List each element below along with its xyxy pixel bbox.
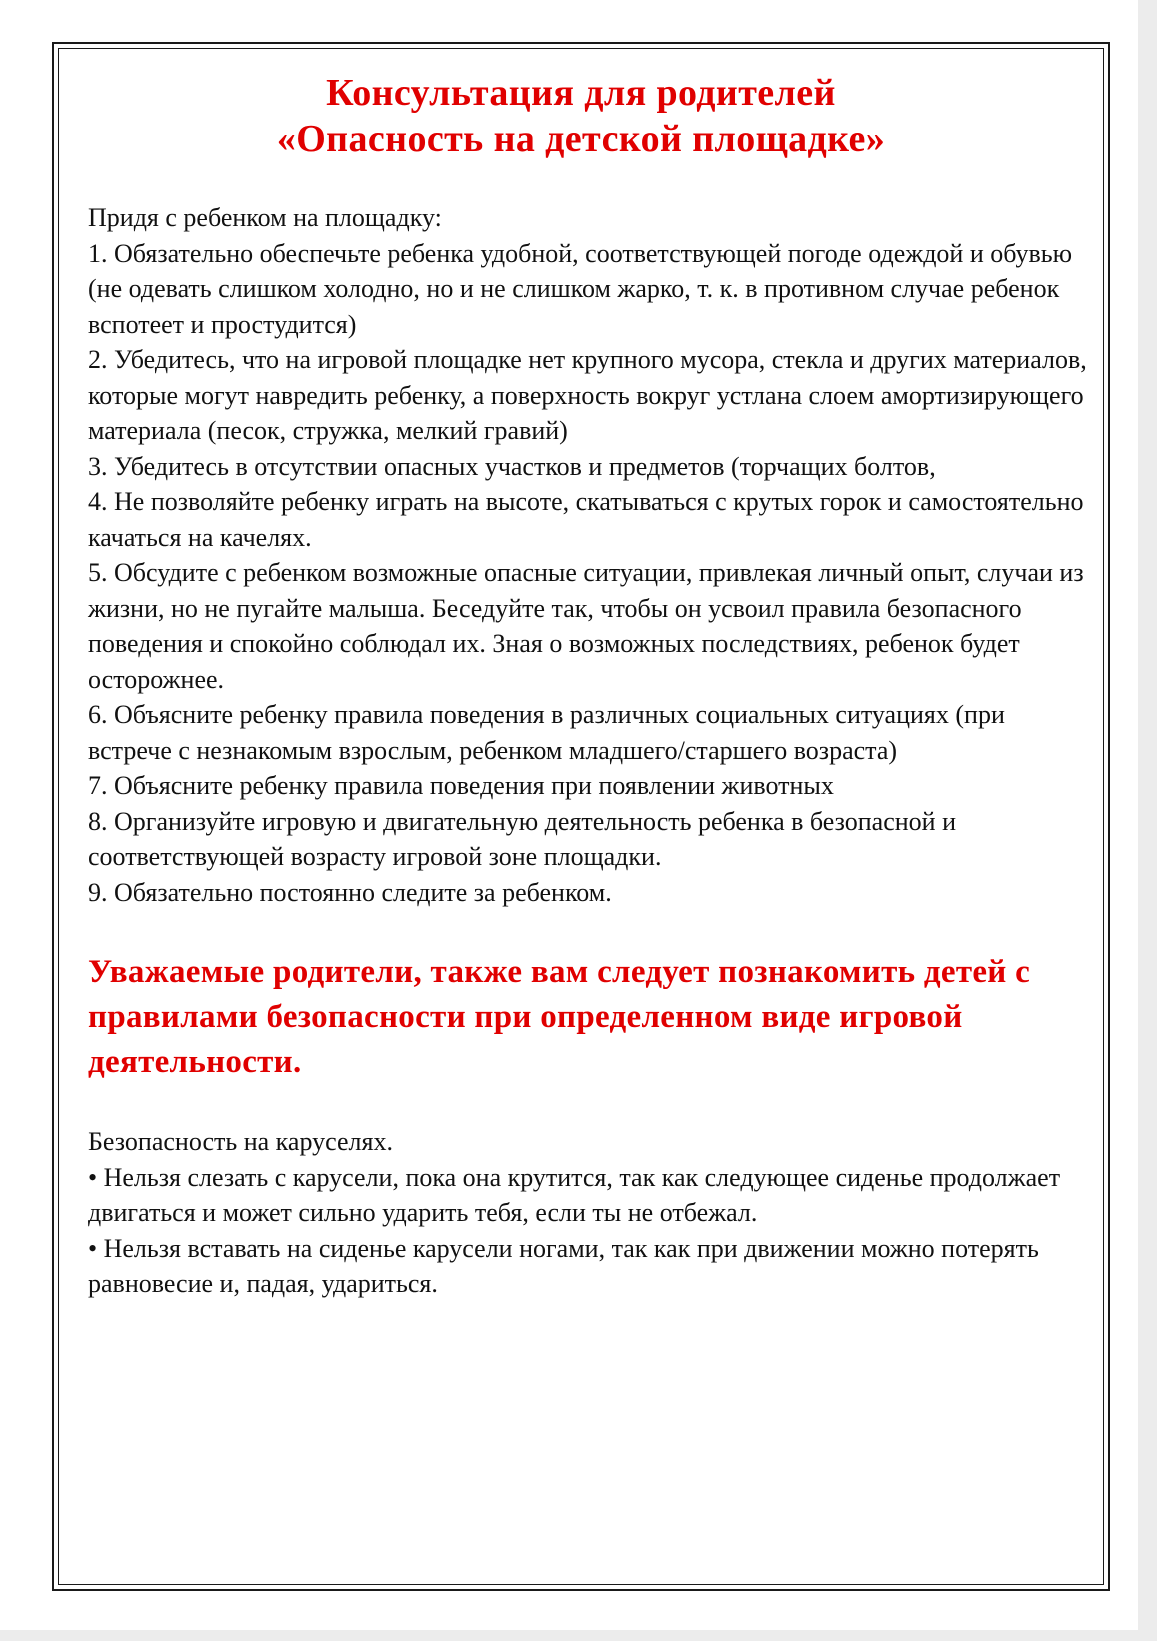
title-line-2: «Опасность на детской площадке» bbox=[276, 118, 886, 160]
carousel-safety-section bbox=[88, 1124, 1088, 1302]
page-edge-shadow-bottom bbox=[0, 1630, 1157, 1641]
advice-item-2: 2. Убедитесь, что на игровой площадке нет крупного мусора, стекла и других материалов, которые могут навредить ребенку, а поверхность вокруг устлана слоем амортизирующего материала (песок, стружка, мелкий гравий) bbox=[88, 345, 1087, 445]
advice-item-5: 5. Обсудите с ребенком возможные опасные ситуации, привлекая личный опыт, случаи из жизни, но не пугайте малыша. Беседуйте так, чтобы он усвоил правила безопасного поведения и спокойно соблюдал их. Зная о возможных последствиях, ребенок будет осторожнее. bbox=[88, 558, 1084, 694]
advice-item-3: 3. Убедитесь в отсутствии опасных участков и предметов (торчащих болтов, bbox=[88, 451, 936, 481]
intro-line: Придя с ребенком на площадку: bbox=[88, 203, 442, 232]
document-content bbox=[88, 70, 1088, 1302]
document-title bbox=[88, 70, 1074, 162]
advice-item-4: 4. Не позволяйте ребенку играть на высоте, скатываться с крутых горок и самостоятельно качаться на качелях. bbox=[88, 487, 1084, 552]
advice-item-8: 8. Организуйте игровую и двигательную деятельность ребенка в безопасной и соответствующей возрасту игровой зоне площадки. bbox=[88, 806, 956, 871]
title-line-1: Консультация для родителей bbox=[326, 72, 836, 114]
advice-list bbox=[88, 200, 1088, 910]
advice-item-1: 1. Обязательно обеспечьте ребенка удобной, соответствующей погоде одеждой и обувью (не одевать слишком холодно, но и не слишком жарко, т. к. в противном случае ребенок вспотеет и простудится) bbox=[88, 238, 1073, 339]
carousel-heading: Безопасность на каруселях. bbox=[88, 1127, 393, 1156]
parents-notice: Уважаемые родители, также вам следует познакомить детей с правилами безопасности при определенном виде игровой деятельности. bbox=[88, 954, 1031, 1080]
advice-item-6: 6. Объясните ребенку правила поведения в различных социальных ситуациях (при встрече с незнакомым взрослым, ребенком младшего/старшего возраста) bbox=[88, 700, 1005, 765]
carousel-rule-1: • Нельзя слезать с карусели, пока она крутится, так как следующее сиденье продолжает двигаться и может сильно ударить тебя, если ты не отбежал. bbox=[88, 1162, 1061, 1227]
page-edge-shadow-right bbox=[1138, 0, 1157, 1641]
advice-item-9: 9. Обязательно постоянно следите за ребенком. bbox=[88, 877, 612, 907]
advice-item-7: 7. Объясните ребенку правила поведения при появлении животных bbox=[88, 771, 834, 800]
carousel-rule-2: • Нельзя вставать на сиденье карусели ногами, так как при движении можно потерять равновесие и, падая, удариться. bbox=[88, 1233, 1039, 1298]
